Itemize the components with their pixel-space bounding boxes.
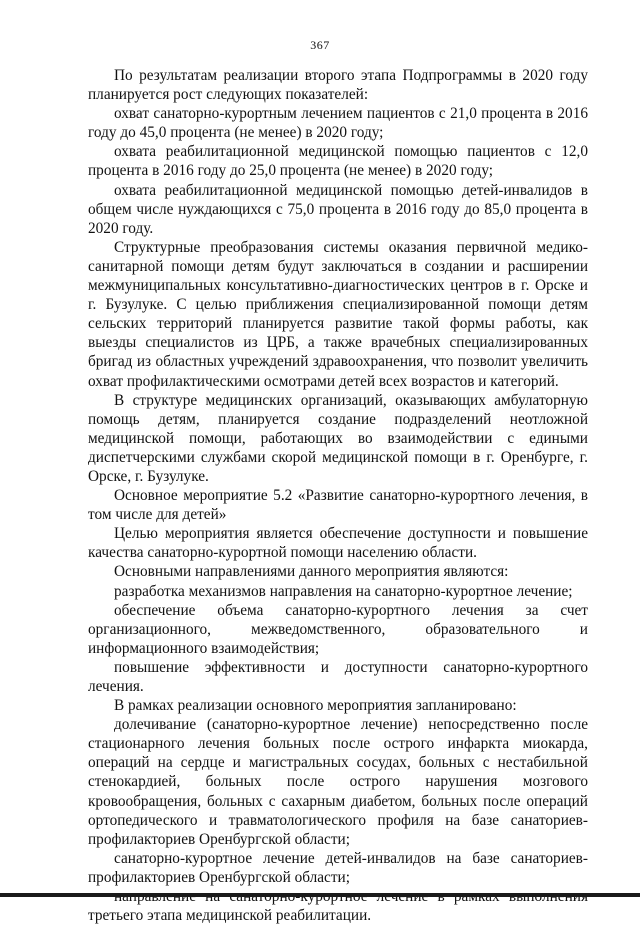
paragraph-measure-heading: Основное мероприятие 5.2 «Развитие санаторно-курортного лечения, в том числе для детей» (88, 487, 588, 524)
paragraph-indicator-rehabilitation: охвата реабилитационной медицинской помощью пациентов с 12,0 процента в 2016 году до 25,0 процента (не менее) в 2020 году; (88, 143, 588, 180)
paragraph-planned-disabled-children: санаторно-курортное лечение детей-инвалидов на базе санаториев-профилакториев Оренбургской области; (88, 849, 588, 886)
paragraph-structural-changes: Структурные преобразования системы оказания первичной медико-санитарной помощи детям будут заключаться в создании и расширении межмуниципальных консультативно-диагностических центров в г. Орске и г. Бузулуке. С целью приближения специализированной помощи детям сельских территорий планируется развитие такой формы работы, как выезды специалистов из ЦРБ, а также врачебных специализированных бригад из областных учреждений здравоохранения, что позволит увеличить охват профилактическими осмотрами детей всех возрастов и категорий. (88, 238, 588, 390)
document-body (88, 66, 588, 925)
bottom-rule (0, 893, 640, 897)
paragraph-directions-intro: Основными направлениями данного мероприятия являются: (114, 563, 509, 581)
paragraph-planned-aftercare: долечивание (санаторно-курортное лечение) непосредственно после стационарного лечения больных после острого инфаркта миокарда, операций на сердце и магистральных сосудах, больных с нестабильной стенокардией, больных после острого нарушения мозгового кровообращения, больных с сахарным диабетом, больных после операций ортопедического и травматологического профиля на базе санаториев-профилакториев Оренбургской области; (88, 716, 588, 848)
paragraph-indicator-sanatorium: охват санаторно-курортным лечением пациентов с 21,0 процента в 2016 году до 45,0 процента (не менее) в 2020 году; (88, 105, 588, 142)
paragraph-emergency-care: В структуре медицинских организаций, оказывающих амбулаторную помощь детям, планируется создание подразделений неотложной медицинской помощи, работающих во взаимодействии с едиными диспетчерскими службами скорой медицинской помощи в г. Оренбурге, г. Орске, г. Бузулуке. (88, 391, 588, 485)
paragraph-direction-mechanisms: разработка механизмов направления на санаторно-курортное лечение; (114, 582, 573, 600)
paragraph-results-intro: По результатам реализации второго этапа Подпрограммы в 2020 году планируется рост следующих показателей: (88, 67, 588, 104)
paragraph-measure-goal: Целью мероприятия является обеспечение доступности и повышение качества санаторно-курортной помощи населению области. (88, 525, 588, 562)
paragraph-direction-volume: обеспечение объема санаторно-курортного лечения за счет организационного, межведомственного, образовательного и информационного взаимодействия; (88, 601, 588, 657)
paragraph-direction-efficiency: повышение эффективности и доступности санаторно-курортного лечения. (88, 658, 588, 695)
paragraph-planned-intro: В рамках реализации основного мероприятия запланировано: (114, 697, 517, 715)
page-number: 367 (310, 38, 330, 52)
paragraph-planned-referral: третьего этапа медицинской реабилитации. (88, 907, 372, 925)
paragraph-indicator-disabled-children: охвата реабилитационной медицинской помощью детей-инвалидов в общем числе нуждающихся с 75,0 процента в 2016 году до 85,0 процента в 2020 году. (88, 181, 588, 237)
